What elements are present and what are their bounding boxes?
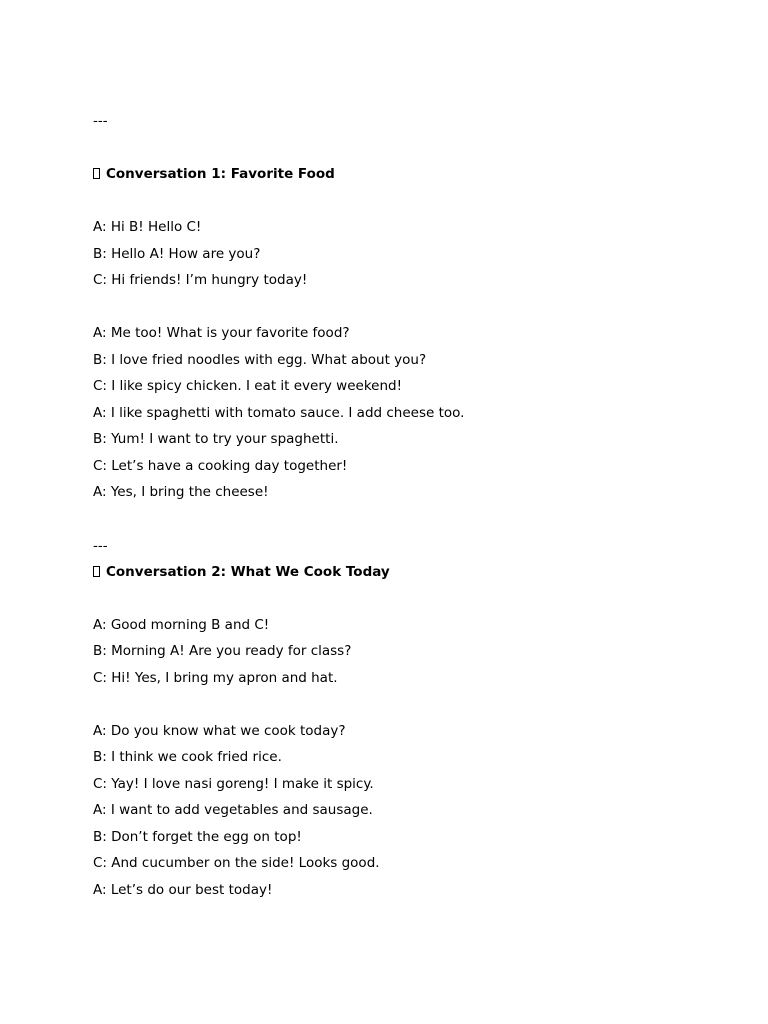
dialogue-line: B: I think we cook fried rice. — [93, 749, 282, 765]
dialogue-line: A: I like spaghetti with tomato sauce. I add cheese too. — [93, 405, 465, 421]
dialogue-line: A: Let’s do our best today! — [93, 882, 273, 898]
dialogue-line: C: I like spicy chicken. I eat it every weekend! — [93, 378, 402, 394]
dialogue-line: A: Yes, I bring the cheese! — [93, 484, 269, 500]
conversation-1-title: Conversation 1: Favorite Food — [106, 166, 335, 182]
conversation-1-heading — [93, 166, 335, 182]
conversation-2-heading — [93, 564, 390, 580]
dialogue-line: B: Don’t forget the egg on top! — [93, 829, 302, 845]
unrendered-emoji-icon — [93, 566, 100, 577]
dialogue-line: A: Good morning B and C! — [93, 617, 270, 633]
dialogue-line: C: Yay! I love nasi goreng! I make it spicy. — [93, 776, 374, 792]
dialogue-line: A: Do you know what we cook today? — [93, 723, 346, 739]
separator-1: --- — [93, 113, 108, 129]
dialogue-line: B: Yum! I want to try your spaghetti. — [93, 431, 339, 447]
dialogue-line: C: Hi! Yes, I bring my apron and hat. — [93, 670, 338, 686]
separator-2: --- — [93, 538, 108, 554]
dialogue-line: B: I love fried noodles with egg. What about you? — [93, 352, 427, 368]
dialogue-line: B: Hello A! How are you? — [93, 246, 261, 262]
dialogue-line: A: Me too! What is your favorite food? — [93, 325, 350, 341]
dialogue-line: C: Hi friends! I’m hungry today! — [93, 272, 308, 288]
document-page — [93, 0, 733, 1024]
dialogue-line: A: Hi B! Hello C! — [93, 219, 202, 235]
conversation-2-title: Conversation 2: What We Cook Today — [106, 564, 390, 580]
dialogue-line: C: Let’s have a cooking day together! — [93, 458, 348, 474]
dialogue-line: C: And cucumber on the side! Looks good. — [93, 855, 380, 871]
dialogue-line: B: Morning A! Are you ready for class? — [93, 643, 352, 659]
dialogue-line: A: I want to add vegetables and sausage. — [93, 802, 373, 818]
unrendered-emoji-icon — [93, 168, 100, 179]
